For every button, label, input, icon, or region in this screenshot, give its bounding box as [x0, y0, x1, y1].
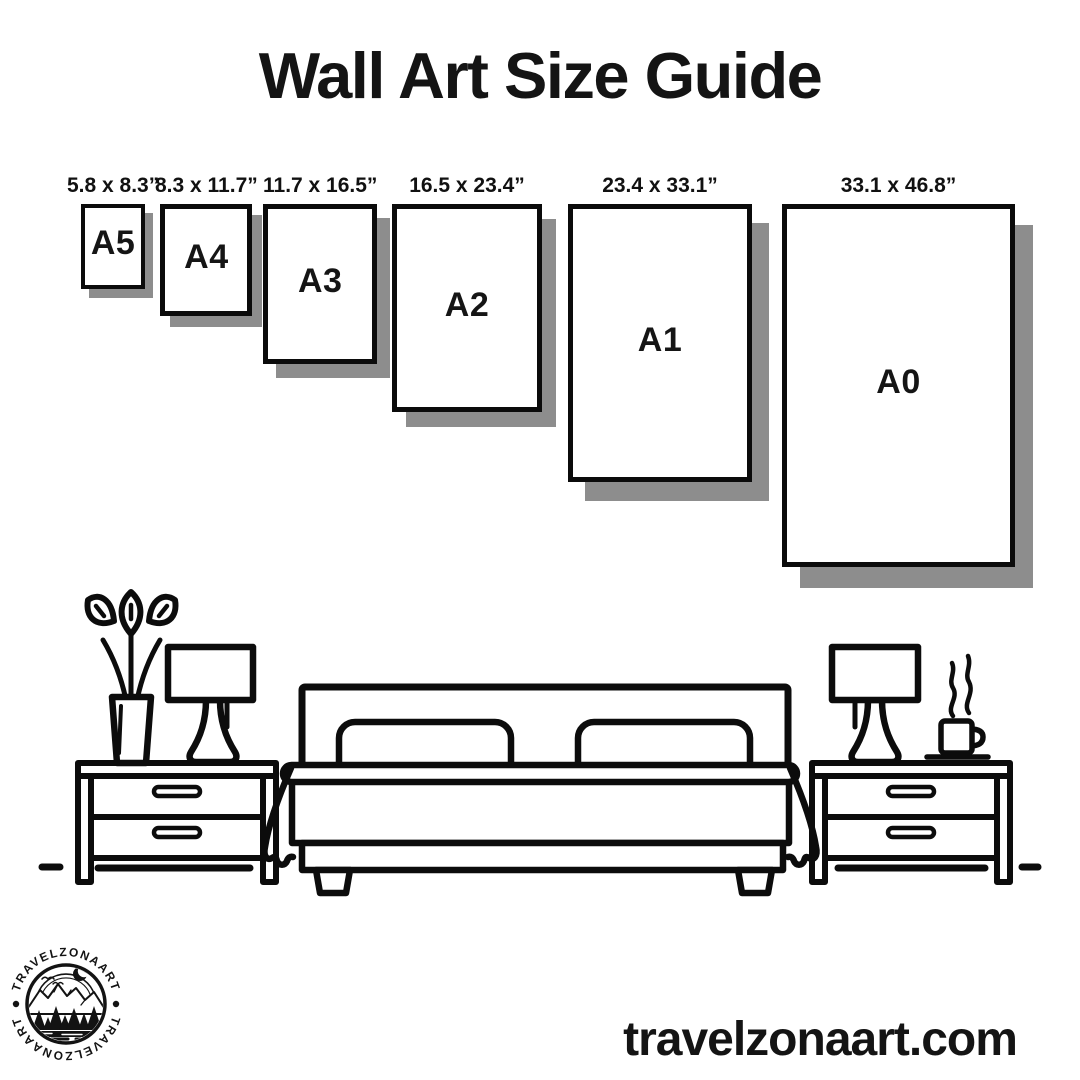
size-a5-label: A5: [90, 224, 136, 262]
size-a1-label: A1: [637, 320, 683, 359]
pillow-right: [578, 722, 750, 778]
vase-plant: [88, 592, 176, 763]
page-title: Wall Art Size Guide: [258, 39, 822, 112]
floor-line: [42, 867, 1038, 868]
size-frame-a2: [392, 170, 542, 412]
table-lamp-left: [168, 647, 253, 762]
size-a4-paper: [160, 204, 252, 316]
badge-dot-right: [113, 1001, 119, 1007]
size-a5-paper: [81, 204, 145, 289]
size-a0-dimensions: 33.1 x 46.8”: [840, 174, 957, 197]
mattress-top: [283, 765, 797, 782]
double-bed: [264, 687, 816, 893]
brand-name-top: TRAVELZONAART: [8, 944, 124, 994]
nightstand-left: [78, 763, 276, 882]
size-a4-dimensions: 8.3 x 11.7”: [155, 174, 258, 197]
size-a1-paper: [568, 204, 752, 482]
brand-logo-badge: [2, 938, 130, 1074]
size-a4-label: A4: [184, 237, 229, 276]
size-a3-label: A3: [297, 261, 343, 300]
size-frame-a5: [67, 170, 159, 289]
size-a2-dimensions: 16.5 x 23.4”: [409, 174, 525, 197]
size-a3-paper: [263, 204, 377, 364]
size-a1-dimensions: 23.4 x 33.1”: [602, 174, 718, 197]
bed-leg-left: [316, 870, 350, 893]
brand-name-bottom: TRAVELZONAART: [8, 1014, 124, 1064]
headboard: [302, 687, 788, 771]
pillow-left: [339, 722, 511, 778]
coffee-cup: [927, 656, 988, 757]
size-a2-label: A2: [444, 285, 490, 324]
blanket-drape-left: [264, 768, 293, 865]
size-frame-a0: [782, 170, 1015, 567]
size-a0-label: A0: [876, 363, 921, 401]
steam-lines: [951, 656, 971, 716]
size-frame-a4: [155, 170, 258, 316]
blanket-drape-right: [788, 768, 817, 865]
website-url: travelzonaart.com: [623, 1013, 1017, 1066]
bed-leg-right: [738, 870, 772, 893]
table-lamp-right: [832, 647, 918, 762]
size-a2-paper: [392, 204, 542, 412]
size-a5-dimensions: 5.8 x 8.3”: [67, 174, 160, 197]
size-a3-dimensions: 11.7 x 16.5”: [263, 174, 378, 197]
badge-dot-left: [13, 1001, 19, 1007]
nightstand-right: [812, 763, 1010, 882]
bed-base: [302, 843, 783, 870]
size-frame-a3: [263, 170, 377, 364]
size-a0-paper: [782, 204, 1015, 567]
blanket: [292, 779, 789, 843]
size-frame-a1: [568, 170, 752, 482]
